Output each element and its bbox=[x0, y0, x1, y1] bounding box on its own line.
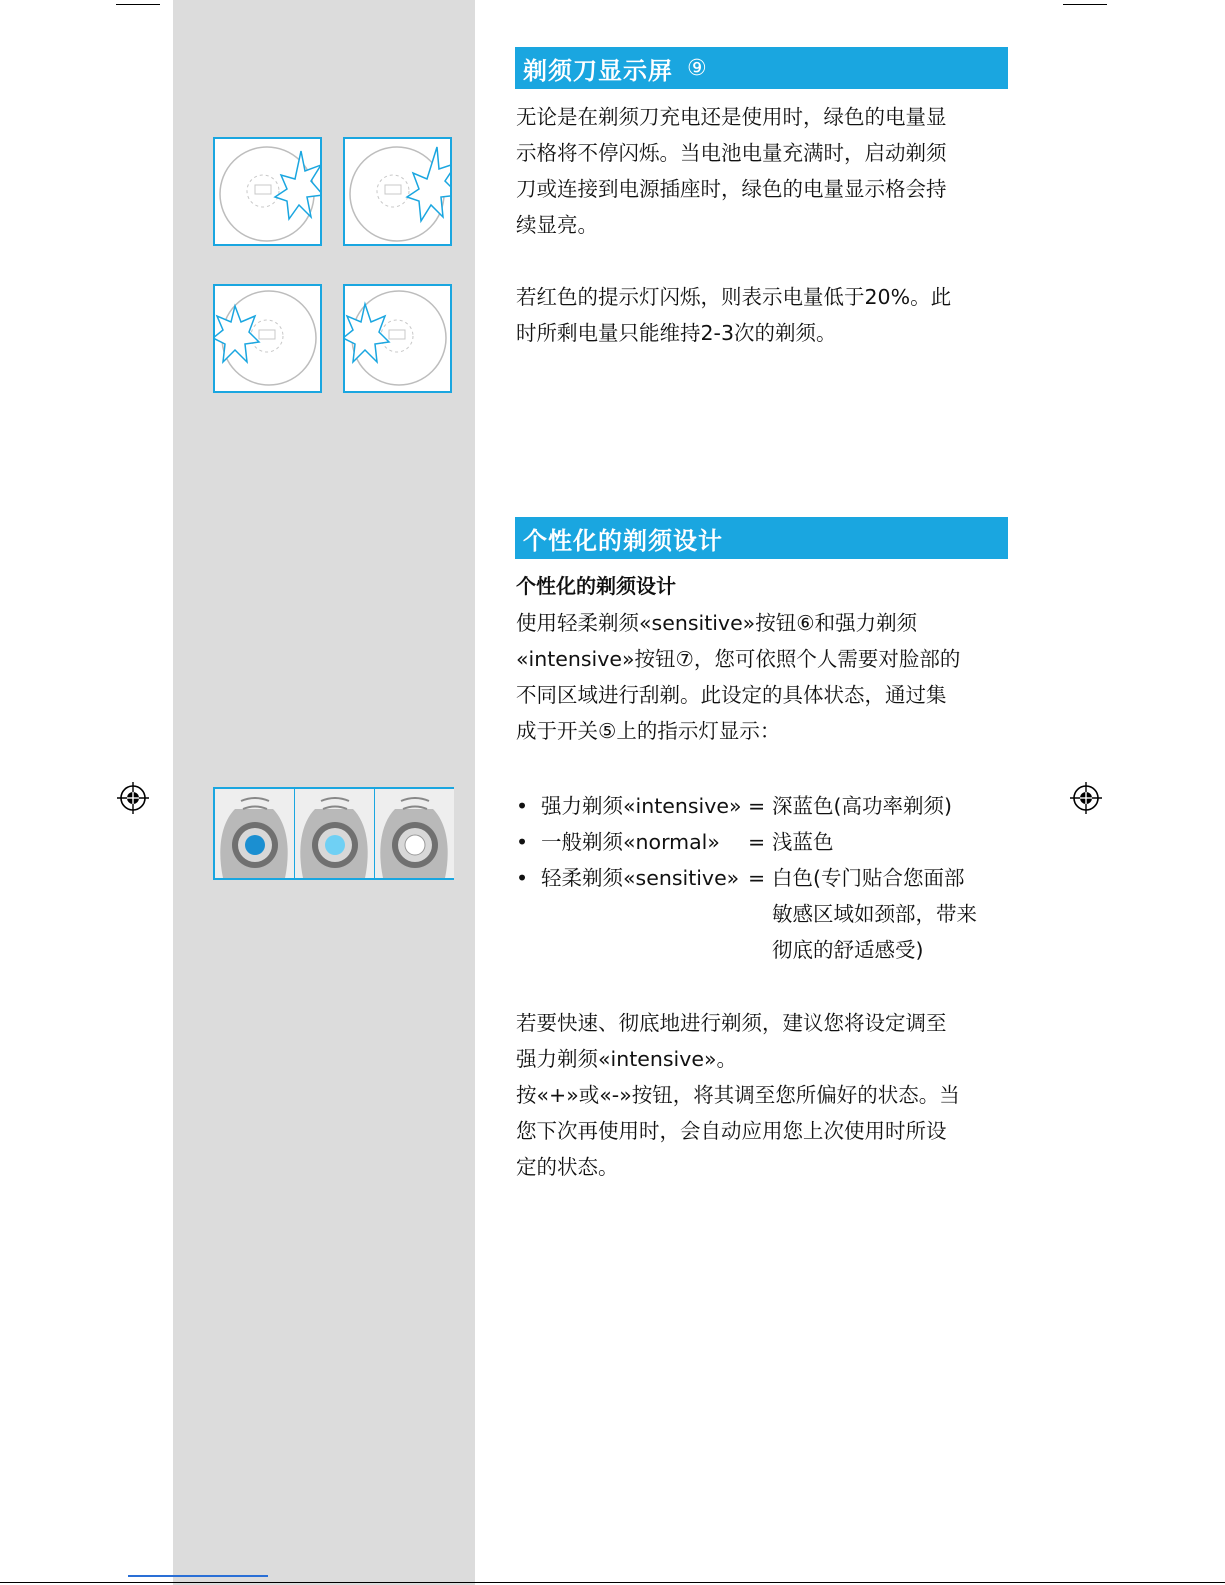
text-line: 续显亮。 bbox=[516, 213, 598, 237]
text-line: 定的状态。 bbox=[516, 1155, 619, 1179]
led-light-blue bbox=[325, 835, 345, 855]
section-title: 个性化的剃须设计 bbox=[523, 526, 723, 555]
mode-description bbox=[772, 860, 1008, 968]
text-line: 按«+»或«-»按钮，将其调至您所偏好的状态。当 bbox=[516, 1083, 960, 1107]
mode-description: 浅蓝色 bbox=[772, 830, 834, 854]
text-line: 若红色的提示灯闪烁，则表示电量低于20%。此 bbox=[516, 285, 952, 309]
paragraph-recommendation bbox=[516, 1005, 1008, 1077]
led-normal-illustration bbox=[295, 789, 375, 878]
text-line: 时所剩电量只能维持2-3次的剃须。 bbox=[516, 321, 837, 345]
led-white bbox=[405, 835, 425, 855]
display-illustration-2 bbox=[343, 137, 452, 246]
mode-indicator-strip bbox=[213, 787, 454, 880]
mode-equals: = bbox=[748, 830, 766, 854]
display-illustration-1 bbox=[213, 137, 322, 246]
mode-equals: = bbox=[748, 794, 766, 818]
mode-description: 深蓝色(高功率剃须) bbox=[772, 794, 952, 818]
text-line: 刀或连接到电源插座时，绿色的电量显示格会持 bbox=[516, 177, 947, 201]
mode-item-intensive bbox=[516, 788, 1008, 824]
bullet: • bbox=[516, 866, 529, 890]
led-sensitive-illustration bbox=[375, 789, 454, 878]
bullet: • bbox=[516, 794, 529, 818]
bullet: • bbox=[516, 830, 529, 854]
section-header-display bbox=[515, 47, 1008, 89]
mode-label: 强力剃须«intensive» bbox=[541, 794, 742, 818]
text-line: 若要快速、彻底地进行剃须，建议您将设定调至 bbox=[516, 1011, 947, 1035]
text-line: 您下次再使用时，会自动应用您上次使用时所设 bbox=[516, 1119, 947, 1143]
text-line: 白色(专门贴合您面部 bbox=[772, 866, 965, 890]
flash-burst-icon bbox=[275, 151, 320, 219]
flash-burst-icon bbox=[407, 147, 450, 221]
section-header-personal bbox=[515, 517, 1008, 559]
led-intensive-illustration bbox=[215, 789, 295, 878]
registration-mark-left bbox=[116, 781, 150, 815]
section-number: ⑨ bbox=[687, 55, 708, 81]
text-line: 敏感区域如颈部，带来 bbox=[772, 902, 977, 926]
mode-item-normal bbox=[516, 824, 1008, 860]
flash-burst-icon bbox=[215, 306, 259, 362]
bottom-crop-rule bbox=[0, 1582, 1225, 1583]
led-dark-blue bbox=[245, 835, 265, 855]
paragraph-mode-intro bbox=[516, 605, 1008, 749]
display-illustration-4 bbox=[343, 284, 452, 393]
text-line: 示格将不停闪烁。当电池电量充满时，启动剃须 bbox=[516, 141, 947, 165]
section-title: 剃须刀显示屏 bbox=[523, 56, 673, 85]
text-line: 使用轻柔剃须«sensitive»按钮⑥和强力剃须 bbox=[516, 611, 918, 635]
subheading: 个性化的剃须设计 bbox=[516, 574, 676, 598]
mode-label: 轻柔剃须«sensitive» bbox=[541, 866, 740, 890]
text-line: 强力剃须«intensive»。 bbox=[516, 1047, 738, 1071]
mode-label: 一般剃须«normal» bbox=[541, 830, 720, 854]
paragraph-low-battery bbox=[516, 279, 1008, 351]
mode-item-sensitive bbox=[516, 860, 1008, 968]
text-line: «intensive»按钮⑦，您可依照个人需要对脸部的 bbox=[516, 647, 961, 671]
text-line: 不同区域进行刮剃。此设定的具体状态，通过集 bbox=[516, 683, 947, 707]
mode-equals: = bbox=[748, 866, 766, 890]
bottom-color-mark bbox=[128, 1575, 268, 1577]
crop-mark-top-right bbox=[1063, 4, 1107, 5]
paragraph-charging-display bbox=[516, 99, 1008, 243]
display-illustration-3 bbox=[213, 284, 322, 393]
crop-mark-top-left bbox=[116, 4, 160, 5]
flash-burst-icon bbox=[345, 304, 389, 362]
text-line: 彻底的舒适感受) bbox=[772, 938, 924, 962]
paragraph-plus-minus bbox=[516, 1077, 1008, 1185]
registration-mark-right bbox=[1069, 781, 1103, 815]
text-line: 无论是在剃须刀充电还是使用时，绿色的电量显 bbox=[516, 105, 947, 129]
text-line: 成于开关⑤上的指示灯显示： bbox=[516, 719, 781, 743]
